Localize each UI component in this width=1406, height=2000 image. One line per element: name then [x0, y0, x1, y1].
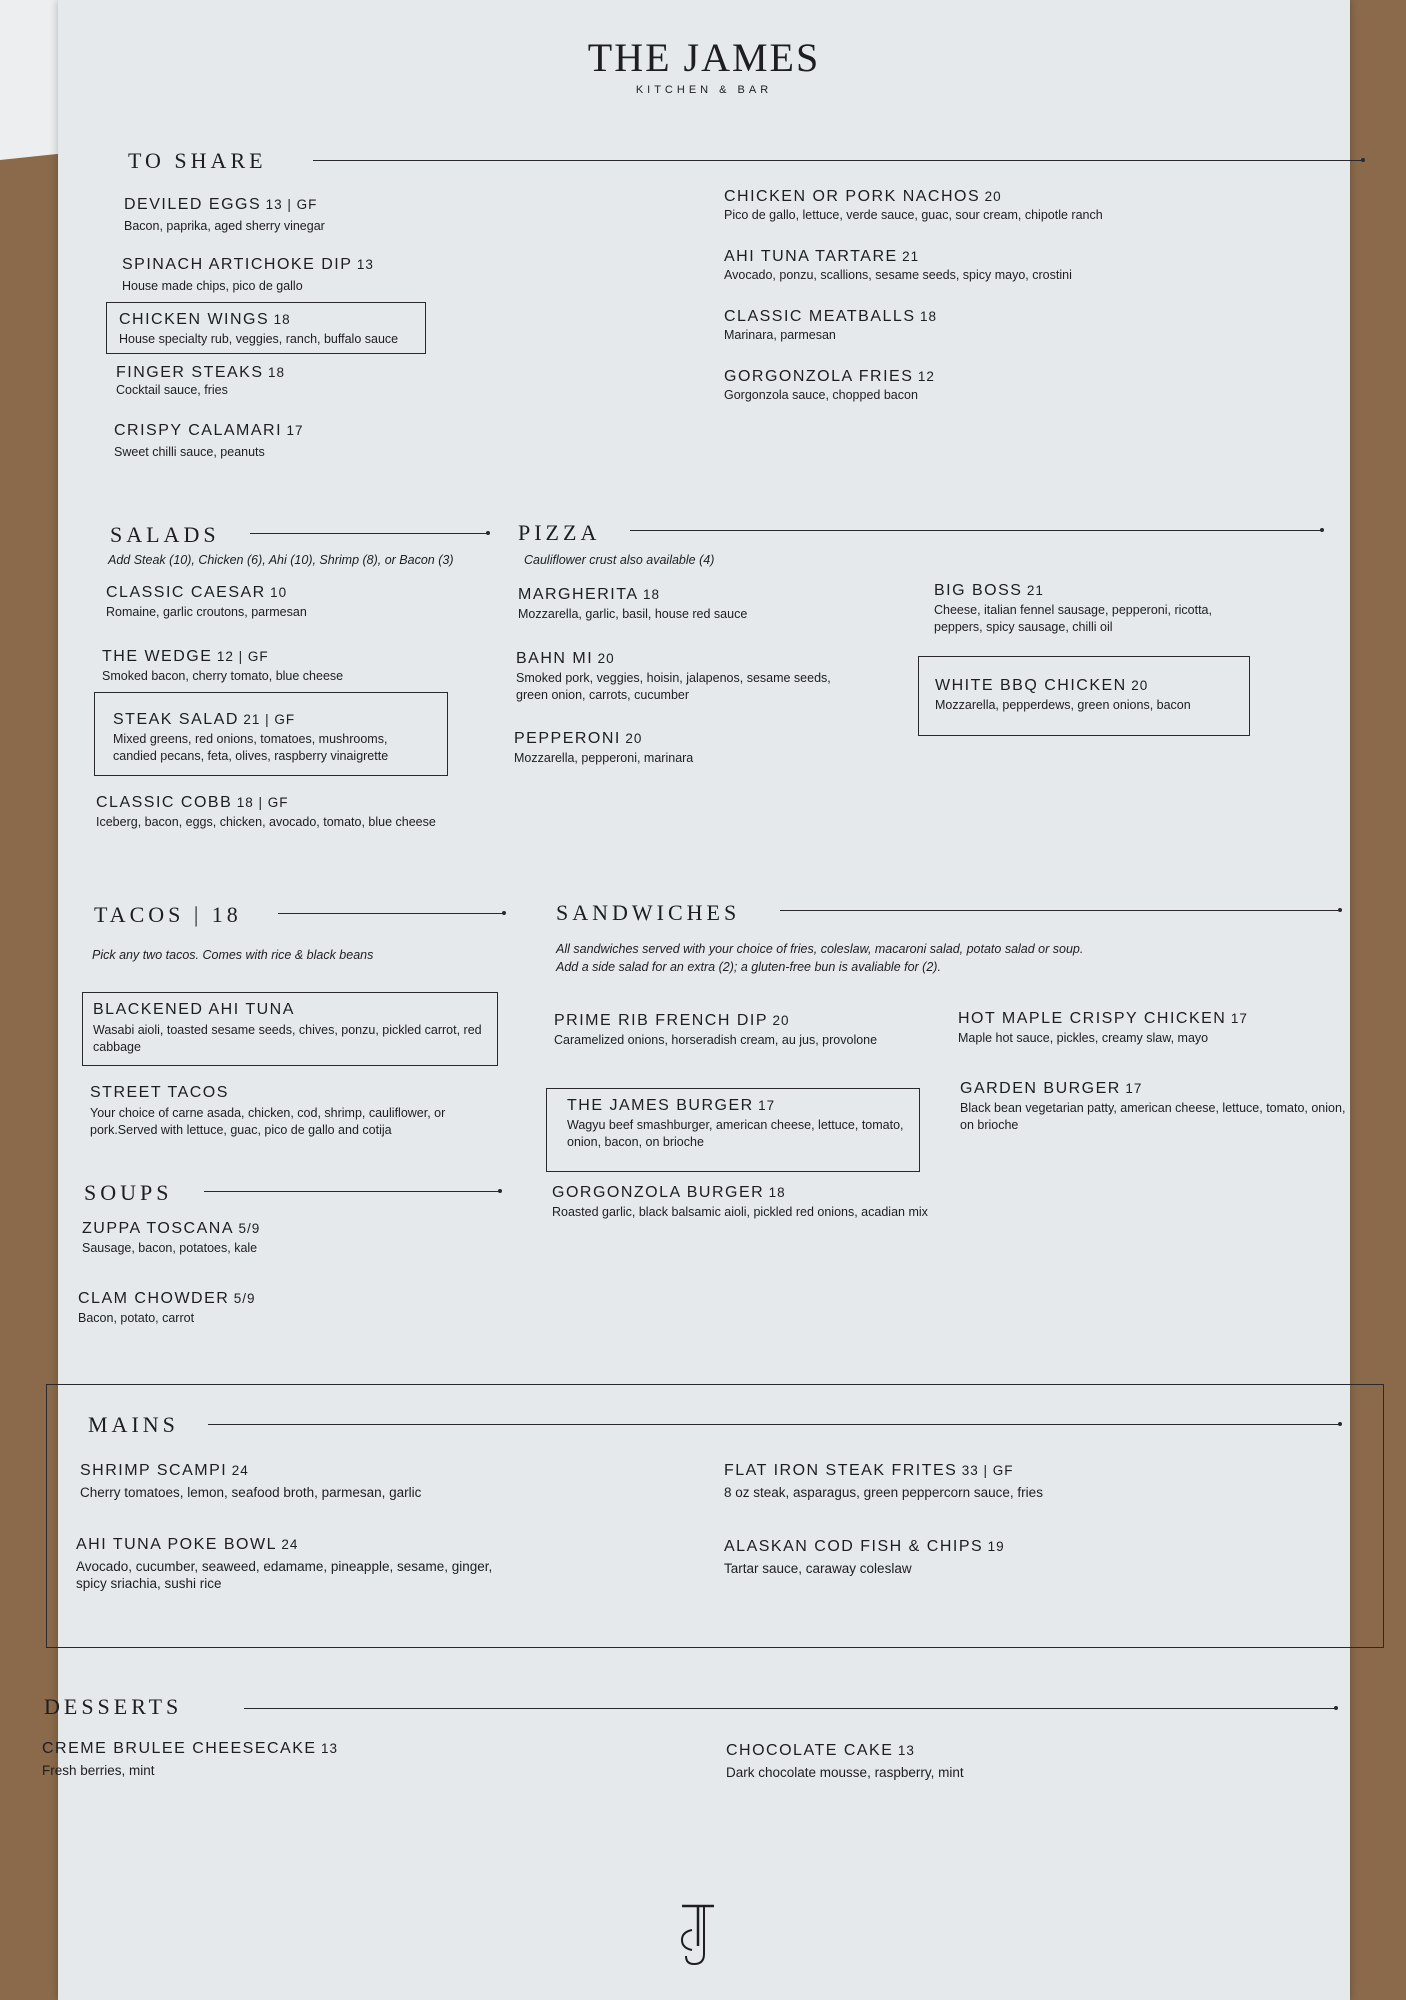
item-price: 13	[897, 1743, 915, 1758]
item-price: 18	[267, 365, 286, 380]
item-price: 17	[286, 423, 304, 438]
item-name: BLACKENED AHI TUNA	[93, 1001, 295, 1018]
item-description: Bacon, potato, carrot	[78, 1311, 195, 1325]
menu-item	[554, 1012, 924, 1049]
section-rule	[278, 913, 504, 914]
item-price: 17	[758, 1098, 776, 1113]
item-description: House specialty rub, veggies, ranch, buffalo sauce	[119, 332, 399, 346]
item-name: CHOCOLATE CAKE	[726, 1742, 894, 1759]
section-rule	[204, 1191, 500, 1192]
item-description: Gorgonzola sauce, chopped bacon	[724, 388, 918, 402]
item-description: Smoked bacon, cherry tomato, blue cheese	[102, 669, 344, 683]
item-price: 5/9	[233, 1291, 256, 1306]
item-description: Wasabi aioli, toasted sesame seeds, chives, ponzu, pickled carrot, red cabbage	[93, 1023, 482, 1054]
item-name: CREME BRULEE CHEESECAKE	[42, 1740, 317, 1757]
item-name: STREET TACOS	[90, 1084, 229, 1101]
item-price: 13	[356, 257, 374, 272]
item-description: Sausage, bacon, potatoes, kale	[82, 1241, 258, 1255]
section-rule	[250, 533, 488, 534]
item-description: Mozzarella, garlic, basil, house red sauce	[518, 607, 748, 621]
item-description: Smoked pork, veggies, hoisin, jalapenos, sesame seeds, green onion, carrots, cucumber	[516, 671, 831, 702]
item-description: Avocado, cucumber, seaweed, edamame, pineapple, sesame, ginger, spicy sriachia, sushi rice	[76, 1559, 493, 1591]
item-name: CLASSIC MEATBALLS	[724, 308, 916, 325]
item-name: THE JAMES BURGER	[567, 1097, 754, 1114]
item-name: WHITE BBQ CHICKEN	[935, 677, 1127, 694]
section-rule	[630, 530, 1322, 531]
menu-item	[724, 368, 1324, 404]
item-description: Sweet chilli sauce, peanuts	[114, 445, 265, 459]
item-name: HOT MAPLE CRISPY CHICKEN	[958, 1010, 1227, 1027]
section-rule	[208, 1424, 1340, 1425]
menu-item	[514, 730, 834, 767]
item-name: SHRIMP SCAMPI	[80, 1462, 228, 1479]
item-price: 19	[987, 1539, 1005, 1554]
menu-item	[42, 1740, 562, 1779]
item-name: CLASSIC COBB	[96, 794, 233, 811]
item-price: 18	[919, 309, 937, 324]
section-note: Pick any two tacos. Comes with rice & black beans	[92, 948, 374, 962]
item-description: Black bean vegetarian patty, american cheese, lettuce, tomato, onion, on brioche	[960, 1101, 1346, 1132]
item-description: Mozzarella, pepperdews, green onions, bacon	[935, 698, 1191, 712]
item-price: 17	[1125, 1081, 1143, 1096]
item-price: 21 | GF	[243, 712, 296, 727]
item-description: Caramelized onions, horseradish cream, au jus, provolone	[554, 1033, 878, 1047]
menu-item	[958, 1010, 1348, 1047]
menu-item	[114, 422, 634, 461]
item-price: 24	[231, 1463, 249, 1478]
item-description: Maple hot sauce, pickles, creamy slaw, mayo	[958, 1031, 1209, 1045]
item-price: 20	[772, 1013, 790, 1028]
item-description: Bacon, paprika, aged sherry vinegar	[124, 219, 325, 233]
item-description: Iceberg, bacon, eggs, chicken, avocado, tomato, blue cheese	[96, 815, 436, 829]
item-name: CHICKEN OR PORK NACHOS	[724, 188, 981, 205]
menu-sheet	[42, 0, 1350, 2000]
section-title-sandwiches: SANDWICHES	[556, 900, 741, 925]
menu-item	[82, 1220, 482, 1257]
menu-item	[960, 1080, 1350, 1134]
item-name: PRIME RIB FRENCH DIP	[554, 1012, 769, 1029]
item-name: ALASKAN COD FISH & CHIPS	[724, 1538, 984, 1555]
item-price: 13 | GF	[265, 197, 318, 212]
item-price: 21	[1026, 583, 1044, 598]
item-price: 12	[917, 369, 935, 384]
item-name: STEAK SALAD	[113, 711, 239, 728]
item-description: Marinara, parmesan	[724, 328, 836, 342]
menu-item-featured	[82, 992, 498, 1066]
item-description: Mixed greens, red onions, tomatoes, mushrooms, candied pecans, feta, olives, raspberry vinaigrette	[113, 732, 389, 763]
item-description: Mozzarella, pepperoni, marinara	[514, 751, 694, 765]
item-name: AHI TUNA TARTARE	[724, 248, 898, 265]
menu-item	[724, 188, 1324, 224]
section-note: Add a side salad for an extra (2); a gluten-free bun is avaliable for (2).	[556, 960, 941, 974]
section-title-tacos: TACOS | 18	[94, 902, 242, 927]
item-description: Romaine, garlic croutons, parmesan	[106, 605, 307, 619]
menu-item-featured	[94, 692, 448, 776]
item-name: BAHN MI	[516, 650, 594, 667]
item-name: ZUPPA TOSCANA	[82, 1220, 234, 1237]
menu-item	[106, 584, 486, 621]
menu-item	[102, 648, 482, 685]
item-description: Cherry tomatoes, lemon, seafood broth, parmesan, garlic	[80, 1485, 422, 1500]
menu-item	[726, 1742, 1246, 1781]
item-name: FINGER STEAKS	[116, 364, 264, 381]
item-name: PEPPERONI	[514, 730, 621, 747]
section-note: Cauliflower crust also available (4)	[524, 553, 715, 567]
item-price: 20	[984, 189, 1002, 204]
menu-item	[724, 248, 1324, 284]
item-name: FLAT IRON STEAK FRITES	[724, 1462, 958, 1479]
item-description: Roasted garlic, black balsamic aioli, pickled red onions, acadian mix	[552, 1205, 928, 1219]
section-title-to-share: TO SHARE	[128, 148, 267, 173]
item-name: CLAM CHOWDER	[78, 1290, 230, 1307]
item-description: House made chips, pico de gallo	[122, 279, 303, 293]
menu-item	[124, 196, 644, 235]
item-price: 17	[1230, 1011, 1248, 1026]
menu-item	[116, 364, 636, 399]
item-price: 18	[768, 1185, 786, 1200]
menu-item	[552, 1184, 932, 1221]
item-price: 13	[321, 1741, 339, 1756]
menu-item	[90, 1084, 500, 1139]
item-name: CLASSIC CAESAR	[106, 584, 266, 601]
menu-item	[78, 1290, 478, 1327]
restaurant-tagline: KITCHEN & BAR	[635, 84, 773, 96]
section-title-pizza: PIZZA	[518, 520, 601, 545]
section-title-soups: SOUPS	[84, 1180, 173, 1205]
item-description: Pico de gallo, lettuce, verde sauce, guac, sour cream, chipotle ranch	[724, 208, 1103, 222]
menu-item-featured	[546, 1088, 920, 1172]
item-price: 18	[642, 587, 660, 602]
section-rule	[780, 910, 1340, 911]
section-note: Add Steak (10), Chicken (6), Ahi (10), Shrimp (8), or Bacon (3)	[108, 553, 454, 567]
item-description: 8 oz steak, asparagus, green peppercorn sauce, fries	[724, 1485, 1043, 1500]
item-description: Cocktail sauce, fries	[116, 383, 228, 397]
section-title-mains: MAINS	[88, 1412, 179, 1437]
section-rule	[313, 160, 1363, 161]
item-price: 5/9	[238, 1221, 261, 1236]
item-name: GORGONZOLA BURGER	[552, 1184, 765, 1201]
monogram-logo-icon	[668, 1900, 728, 1970]
section-note: All sandwiches served with your choice of fries, coleslaw, macaroni salad, potato salad or soup.	[556, 942, 1084, 956]
item-price: 12 | GF	[216, 649, 269, 664]
item-name: GARDEN BURGER	[960, 1080, 1121, 1097]
item-description: Avocado, ponzu, scallions, sesame seeds, spicy mayo, crostini	[724, 268, 1072, 282]
item-price: 20	[597, 651, 615, 666]
item-name: THE WEDGE	[102, 648, 213, 665]
item-price: 10	[270, 585, 288, 600]
item-name: CRISPY CALAMARI	[114, 422, 283, 439]
item-name: CHICKEN WINGS	[119, 311, 270, 328]
menu-item	[934, 582, 1254, 636]
menu-item	[518, 586, 838, 623]
item-price: 33 | GF	[961, 1463, 1014, 1478]
item-price: 20	[1131, 678, 1149, 693]
item-name: DEVILED EGGS	[124, 196, 262, 213]
item-name: GORGONZOLA FRIES	[724, 368, 914, 385]
item-price: 21	[902, 249, 920, 264]
item-price: 18 | GF	[236, 795, 289, 810]
item-description: Cheese, italian fennel sausage, pepperoni, ricotta, peppers, spicy sausage, chilli oil	[934, 603, 1212, 634]
item-description: Fresh berries, mint	[42, 1763, 155, 1778]
item-name: SPINACH ARTICHOKE DIP	[122, 256, 353, 273]
menu-item-featured	[918, 656, 1250, 736]
item-name: AHI TUNA POKE BOWL	[76, 1536, 277, 1553]
item-price: 18	[273, 312, 291, 327]
menu-item	[516, 650, 836, 704]
menu-item	[724, 308, 1324, 344]
section-title-salads: SALADS	[110, 522, 220, 547]
item-price: 24	[281, 1537, 299, 1552]
item-description: Dark chocolate mousse, raspberry, mint	[726, 1765, 964, 1780]
section-title-desserts: DESSERTS	[44, 1694, 183, 1719]
menu-item	[724, 1462, 1284, 1501]
item-description: Tartar sauce, caraway coleslaw	[724, 1561, 912, 1576]
menu-item	[122, 256, 642, 295]
item-name: BIG BOSS	[934, 582, 1023, 599]
item-description: Your choice of carne asada, chicken, cod, shrimp, cauliflower, or pork.Served with lettuce, guac, pico de gallo and cotija	[90, 1106, 446, 1137]
item-description: Wagyu beef smashburger, american cheese, lettuce, tomato, onion, bacon, on brioche	[567, 1118, 904, 1149]
menu-item	[76, 1536, 496, 1592]
menu-item-featured	[106, 302, 426, 354]
menu-item	[724, 1538, 1284, 1577]
menu-item	[80, 1462, 600, 1501]
restaurant-name: THE JAMES	[587, 35, 821, 80]
menu-item	[96, 794, 436, 831]
item-name: MARGHERITA	[518, 586, 639, 603]
item-price: 20	[625, 731, 643, 746]
section-rule	[244, 1708, 1336, 1709]
